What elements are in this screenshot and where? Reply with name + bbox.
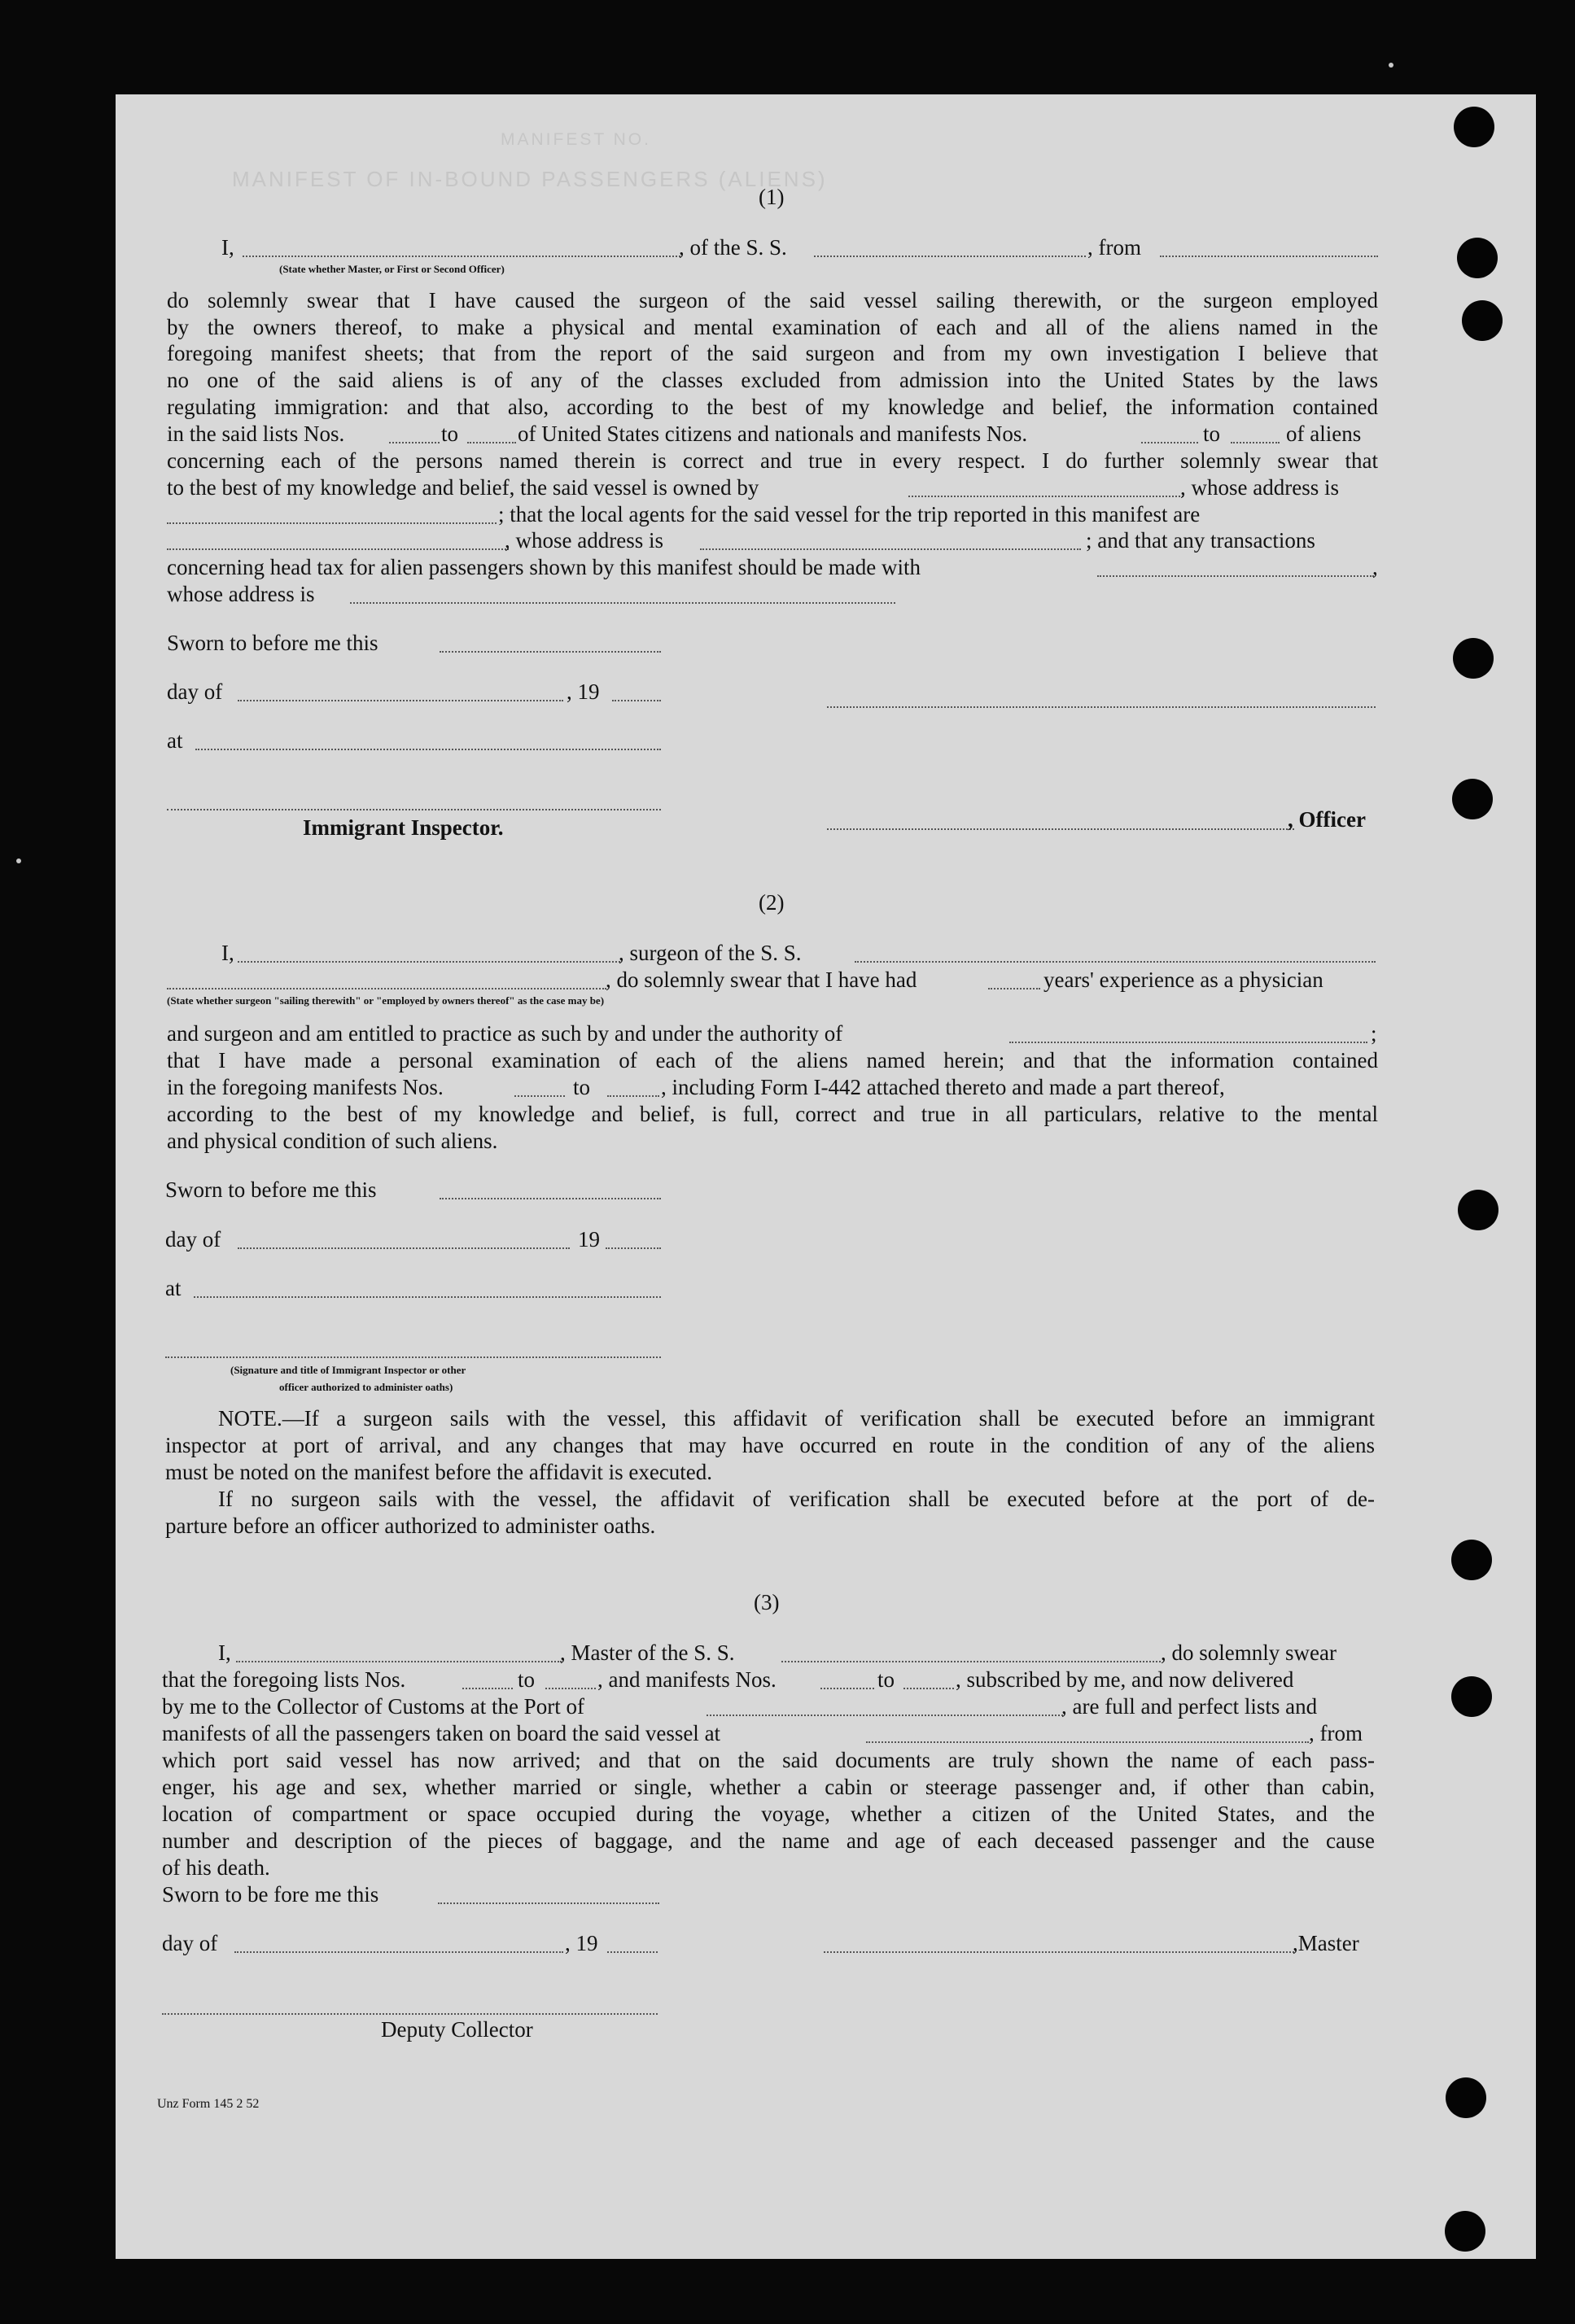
s3-solemnly: , do solemnly swear (1161, 1640, 1337, 1665)
section-1-number: (1) (759, 185, 785, 209)
section-2-number: (2) (759, 890, 785, 915)
s3-sworn-blank[interactable] (438, 1902, 659, 1904)
s3-master-of-ss: , Master of the S. S. (560, 1640, 735, 1665)
s3-day-blank[interactable] (234, 1951, 563, 1953)
ghost-title: MANIFEST OF IN-BOUND PASSENGERS (ALIENS) (232, 167, 828, 191)
s1-officer-blank[interactable] (243, 256, 680, 257)
punch-hole (1452, 779, 1493, 819)
s1-lists-from-blank[interactable] (389, 442, 440, 443)
s2-note-line: must be noted on the manifest before the affidavit is executed. (165, 1460, 713, 1484)
s1-head-tax-b: , (1372, 555, 1378, 579)
s2-line2-a: , do solemnly swear that I have had (606, 968, 917, 992)
s1-sworn-blank[interactable] (440, 651, 661, 653)
s2-para-line: that I have made a personal examination of each of the aliens named herein; and that the information contained (167, 1048, 1378, 1072)
s1-owned-a: to the best of my knowledge and belief, the said vessel is owned by (167, 475, 759, 500)
s1-manifests-from-blank[interactable] (1141, 442, 1198, 443)
s3-vessel-blank[interactable] (781, 1661, 1161, 1662)
s1-owner-blank[interactable] (908, 496, 1183, 497)
section-3-number: (3) (754, 1590, 780, 1614)
s1-vessel-blank[interactable] (814, 256, 1086, 257)
s1-head-tax-blank[interactable] (1097, 575, 1374, 577)
s2-sig-caption: (Signature and title of Immigrant Inspector or other (230, 1364, 466, 1376)
s3-para-line: which port said vessel has now arrived; and that on the said documents are truly shown the name of each pass- (162, 1748, 1375, 1772)
s1-from: , from (1087, 235, 1141, 260)
form-number: Unz Form 145 2 52 (157, 2097, 260, 2111)
s3-lists-e: , subscribed by me, and now delivered (956, 1667, 1294, 1692)
s1-inspector-label: Immigrant Inspector. (303, 815, 504, 840)
s1-agents: ; that the local agents for the said vessel for the trip reported in this manifest are (498, 502, 1201, 526)
speck (1389, 63, 1393, 68)
s1-year-blank[interactable] (612, 700, 661, 701)
s3-master-blank[interactable] (236, 1661, 562, 1662)
s1-head-tax-a: concerning head tax for alien passengers shown by this manifest should be made with (167, 555, 921, 579)
s2-caption: (State whether surgeon "sailing therewith" or "employed by owners thereof" as the case may be) (167, 994, 605, 1007)
s1-agents-blank[interactable] (167, 548, 509, 550)
s2-sig-caption: officer authorized to administer oaths) (279, 1381, 453, 1393)
s3-lists-b: to (518, 1667, 536, 1692)
s3-lists-a: that the foregoing lists Nos. (162, 1667, 406, 1692)
s3-board-a: manifests of all the passengers taken on board the said vessel at (162, 1721, 721, 1745)
punch-hole (1451, 1676, 1492, 1717)
punch-hole (1451, 1540, 1492, 1580)
s3-lists-c: , and manifests Nos. (597, 1667, 777, 1692)
s1-owned-b: , whose address is (1180, 475, 1339, 500)
s1-officer-label: , Officer (1288, 807, 1366, 832)
s3-board-blank[interactable] (866, 1741, 1309, 1743)
s2-at-blank[interactable] (194, 1296, 661, 1298)
s1-para-line: by the owners thereof, to make a physical and mental examination of each and all of the aliens named in the (167, 315, 1378, 339)
s3-board-b: , from (1309, 1721, 1363, 1745)
punch-hole (1445, 2211, 1485, 2252)
s1-sworn: Sworn to before me this (167, 631, 378, 655)
s2-line2-b: years' experience as a physician (1043, 968, 1323, 992)
s1-from-blank[interactable] (1160, 256, 1378, 257)
s3-year-blank[interactable] (607, 1951, 658, 1953)
s1-agents-address-blank[interactable] (700, 548, 1081, 550)
s1-owner-address-blank[interactable] (167, 522, 497, 524)
s1-officer-sign-blank[interactable] (827, 828, 1294, 830)
s2-years-blank[interactable] (988, 988, 1040, 989)
s1-lists-c: of United States citizens and nationals and manifests Nos. (518, 422, 1028, 446)
s1-at: at (167, 728, 183, 753)
s2-signature-blank[interactable] (165, 1356, 661, 1358)
s1-caption: (State whether Master, or First or Second Officer) (279, 263, 505, 275)
ghost-manifest-no: MANIFEST NO. (501, 130, 651, 149)
s2-authority-a: and surgeon and am entitled to practice as such by and under the authority of (167, 1021, 843, 1046)
s1-manifests-to-blank[interactable] (1231, 442, 1280, 443)
s1-para-line: foregoing manifest sheets; that from the report of the said surgeon and from my own investigation I believe that (167, 341, 1378, 365)
s2-surgeon-of-ss: , surgeon of the S. S. (619, 941, 802, 965)
s2-authority-blank[interactable] (1009, 1042, 1367, 1043)
s1-i: I, (221, 235, 234, 260)
s1-day-blank[interactable] (238, 700, 563, 701)
s3-i: I, (218, 1640, 231, 1665)
s2-manifests-a: in the foregoing manifests Nos. (167, 1075, 444, 1099)
s2-note-line: NOTE.—If a surgeon sails with the vessel, this affidavit of verification shall be executed before an immigrant (218, 1406, 1375, 1431)
s3-para-line: of his death. (162, 1855, 270, 1880)
s2-para-line: and physical condition of such aliens. (167, 1129, 498, 1153)
s3-nineteen: , 19 (565, 1931, 598, 1955)
s1-lists-e: of aliens (1286, 422, 1362, 446)
punch-hole (1457, 238, 1498, 278)
s2-manifests-c: , including Form I-442 attached thereto and made a part thereof, (661, 1075, 1225, 1099)
punch-hole (1446, 2077, 1486, 2118)
s1-signature-blank[interactable] (827, 706, 1376, 708)
s1-para-line: regulating immigration: and that also, according to the best of my knowledge and belief, the information contained (167, 395, 1378, 419)
s2-manifests-to-blank[interactable] (607, 1095, 659, 1097)
s2-day-of: day of (165, 1227, 221, 1252)
s1-lists-to-blank[interactable] (467, 442, 516, 443)
s1-lists-d: to (1203, 422, 1221, 446)
s1-para-line: do solemnly swear that I have caused the surgeon of the said vessel sailing therewith, or the surgeon employed (167, 288, 1378, 312)
s1-head-tax-address-blank[interactable] (350, 602, 895, 604)
s3-lists-from-blank[interactable] (462, 1688, 513, 1689)
s2-at: at (165, 1276, 182, 1300)
s2-status-blank[interactable] (167, 988, 606, 989)
speck (16, 858, 21, 863)
s1-whose-address: whose address is (167, 582, 315, 606)
punch-hole (1458, 1190, 1498, 1230)
s2-sworn: Sworn to before me this (165, 1177, 377, 1202)
s3-para-line: number and description of the pieces of baggage, and the name and age of each deceased passenger and the cause (162, 1828, 1375, 1853)
punch-hole (1454, 107, 1494, 147)
s3-port-a: by me to the Collector of Customs at the Port of (162, 1694, 584, 1719)
s3-deputy-label: Deputy Collector (381, 2017, 533, 2042)
s1-address-b: ; and that any transactions (1086, 528, 1315, 553)
s1-of-ss: , of the S. S. (679, 235, 787, 260)
s2-surgeon-blank[interactable] (238, 961, 620, 963)
s1-lists-a: in the said lists Nos. (167, 422, 345, 446)
s3-para-line: enger, his age and sex, whether married or single, whether a cabin or steerage passenger and, if other than cabin, (162, 1775, 1375, 1799)
s2-manifests-b: to (573, 1075, 591, 1099)
s3-master-sign-blank[interactable] (824, 1951, 1294, 1953)
s3-day-of: day of (162, 1931, 218, 1955)
s3-lists-to-blank[interactable] (545, 1688, 596, 1689)
s2-para-line: according to the best of my knowledge and belief, is full, correct and true in all particulars, relative to the mental (167, 1102, 1378, 1126)
s1-para-line: no one of the said aliens is of any of the classes excluded from admission into the United States by the laws (167, 368, 1378, 392)
s2-note-line: inspector at port of arrival, and any changes that may have occurred en route in the condition of any of the aliens (165, 1433, 1375, 1457)
s2-sworn-blank[interactable] (440, 1198, 661, 1199)
s1-nineteen: , 19 (567, 679, 600, 704)
s1-para-line: concerning each of the persons named therein is correct and true in every respect. I do further solemnly swear that (167, 448, 1378, 473)
s1-address-a: , whose address is (505, 528, 663, 553)
s2-day-blank[interactable] (238, 1247, 570, 1249)
s2-note-line: parture before an officer authorized to administer oaths. (165, 1514, 656, 1538)
s1-day-of: day of (167, 679, 223, 704)
s3-port-blank[interactable] (707, 1715, 1063, 1716)
s2-i: I, (221, 941, 234, 965)
s3-sworn: Sworn to be fore me this (162, 1882, 379, 1907)
s2-nineteen: 19 (578, 1227, 600, 1252)
s2-vessel-blank[interactable] (855, 961, 1376, 963)
s3-manifests-from-blank[interactable] (820, 1688, 874, 1689)
s3-master-label: ,Master (1293, 1931, 1359, 1955)
s3-lists-d: to (877, 1667, 895, 1692)
s2-authority-b: ; (1371, 1021, 1377, 1046)
punch-hole (1462, 300, 1503, 341)
s3-collector-blank[interactable] (162, 2013, 658, 2015)
s2-manifests-from-blank[interactable] (514, 1095, 565, 1097)
punch-hole (1453, 638, 1494, 679)
s1-inspector-blank[interactable] (167, 809, 661, 810)
s3-para-line: location of compartment or space occupied during the voyage, whether a citizen of the United States, and the (162, 1802, 1375, 1826)
s1-at-blank[interactable] (195, 749, 661, 750)
s1-lists-b: to (441, 422, 459, 446)
s2-year-blank[interactable] (606, 1247, 661, 1249)
s3-port-b: , are full and perfect lists and (1061, 1694, 1318, 1719)
s2-note-line: If no surgeon sails with the vessel, the affidavit of verification shall be executed before at the port of de- (218, 1487, 1375, 1511)
s3-manifests-to-blank[interactable] (903, 1688, 954, 1689)
